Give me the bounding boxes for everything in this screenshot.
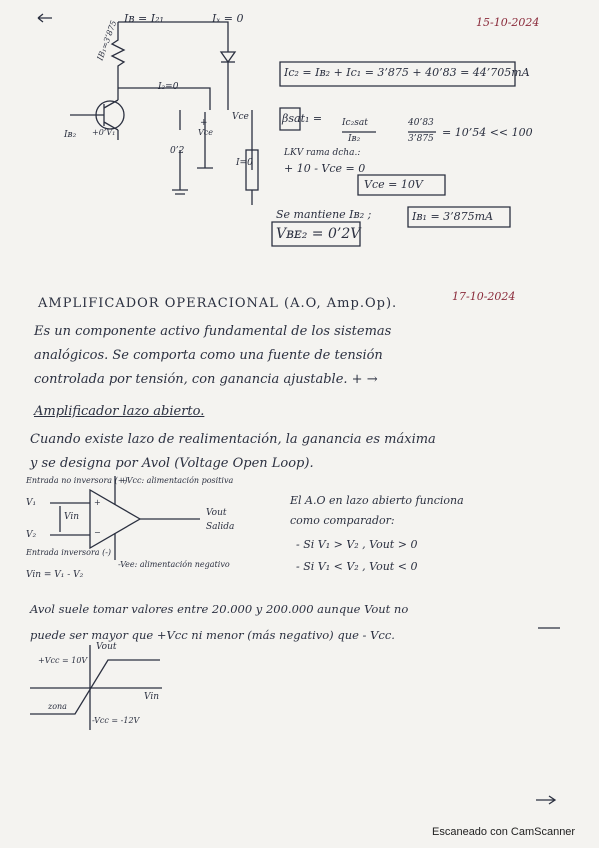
ib-result: Iʙ₁ = 3’875mA xyxy=(412,210,494,223)
equation-ic2: Ic₂ = Iʙ₂ + Ic₁ = 3’875 + 40’83 = 44’705mA xyxy=(284,66,530,79)
diode-symbol xyxy=(221,52,235,62)
label-v1: V₁ xyxy=(26,498,37,508)
label-salida: Salida xyxy=(206,522,235,532)
ib-line: Se mantiene Iʙ₂ ; xyxy=(276,208,372,221)
equation-beta-den: Iʙ₂ xyxy=(348,134,361,144)
graph-vee: -Vcc = -12V xyxy=(92,716,140,725)
graph-zona: zona xyxy=(48,702,67,711)
equation-beta-num2: 40’83 xyxy=(408,118,434,128)
lkv-label: LKV rama dcha.: xyxy=(284,148,361,158)
label-minus: − xyxy=(94,528,101,537)
scanner-footer: Escaneado con CamScanner xyxy=(432,826,576,838)
label-vce: Vce xyxy=(232,112,249,122)
comparator-line-4: - Si V₁ < V₂ , Vout < 0 xyxy=(296,560,418,573)
para1-line-1: Es un componente activo fundamental de los sistemas xyxy=(34,324,392,339)
label-vcc: +Vcc: alimentación positiva xyxy=(120,476,234,485)
subtitle: Amplificador lazo abierto. xyxy=(34,404,205,419)
date-1: 15-10-2024 xyxy=(476,16,540,29)
label-v2: V₂ xyxy=(26,530,37,540)
label-i0: I=0 xyxy=(236,158,253,168)
label-ic2: I₂=0 xyxy=(158,82,179,92)
para1-line-3: controlada por tensión, con ganancia ajustable. + → xyxy=(34,372,378,387)
label-vin: Vin xyxy=(64,512,80,522)
equation-beta-lhs: βsat₁ = xyxy=(282,112,323,125)
para3-line-1: Avol suele tomar valores entre 20.000 y 200.000 aunque Vout no xyxy=(30,602,409,616)
para3-line-2: puede ser mayor que +Vcc ni menor (más negativo) que - Vcc. xyxy=(30,628,395,642)
comparator-line-2: como comparador: xyxy=(290,514,395,527)
label-vout: Vout xyxy=(206,508,227,518)
label-in-plus: Entrada no inversora (+) xyxy=(26,476,128,485)
equation-beta-den2: 3’875 xyxy=(408,134,434,144)
date-2: 17-10-2024 xyxy=(452,290,516,303)
label-in-minus: Entrada inversora (-) xyxy=(26,548,112,557)
label-vce-plus: + xyxy=(200,118,208,128)
label-vbe: +0’V₁ xyxy=(92,128,116,137)
label-ib-left: IB₁=3’875 xyxy=(95,19,119,62)
lkv-equation: + 10 - Vce = 0 xyxy=(284,162,366,175)
comparator-line-3: - Si V₁ > V₂ , Vout > 0 xyxy=(296,538,418,551)
para2-line-2: y se designa por Avol (Voltage Open Loop). xyxy=(30,456,314,471)
label-ib2: Iʙ₂ xyxy=(64,130,77,140)
equation-beta-num: Ic₂sat xyxy=(342,118,368,128)
section-title: AMPLIFICADOR OPERACIONAL (A.O, Amp.Op). xyxy=(38,296,398,311)
equation-beta-rhs: = 10’54 << 100 xyxy=(442,126,533,139)
vce-result: Vce = 10V xyxy=(364,178,423,191)
vbe-result: Vʙᴇ₂ = 0’2V xyxy=(276,226,361,242)
comparator-line-1: El A.O en lazo abierto funciona xyxy=(290,494,464,507)
para1-line-2: analógicos. Se comporta como una fuente de tensión xyxy=(34,348,383,363)
para2-line-1: Cuando existe lazo de realimentación, la ganancia es máxima xyxy=(30,432,436,447)
ground-symbol xyxy=(172,150,188,194)
label-plus: + xyxy=(94,498,101,507)
next-arrow-icon xyxy=(536,796,555,804)
label-v02: 0’2 xyxy=(170,146,185,156)
label-vin-eq: Vin = V₁ - V₂ xyxy=(26,570,84,580)
transfer-curve xyxy=(60,660,160,714)
graph-vout: Vout xyxy=(96,642,117,652)
label-ic: Iₓ = 0 xyxy=(212,12,244,25)
label-vce2: Vсе xyxy=(198,128,213,137)
back-arrow-icon xyxy=(38,14,52,22)
graph-vin: Vin xyxy=(144,692,160,702)
graph-vcc: +Vcc = 10V xyxy=(38,656,88,665)
label-vee: -Vee: alimentación negativo xyxy=(118,560,230,569)
label-ib1: Iʙ = I₂₁ xyxy=(124,12,164,25)
